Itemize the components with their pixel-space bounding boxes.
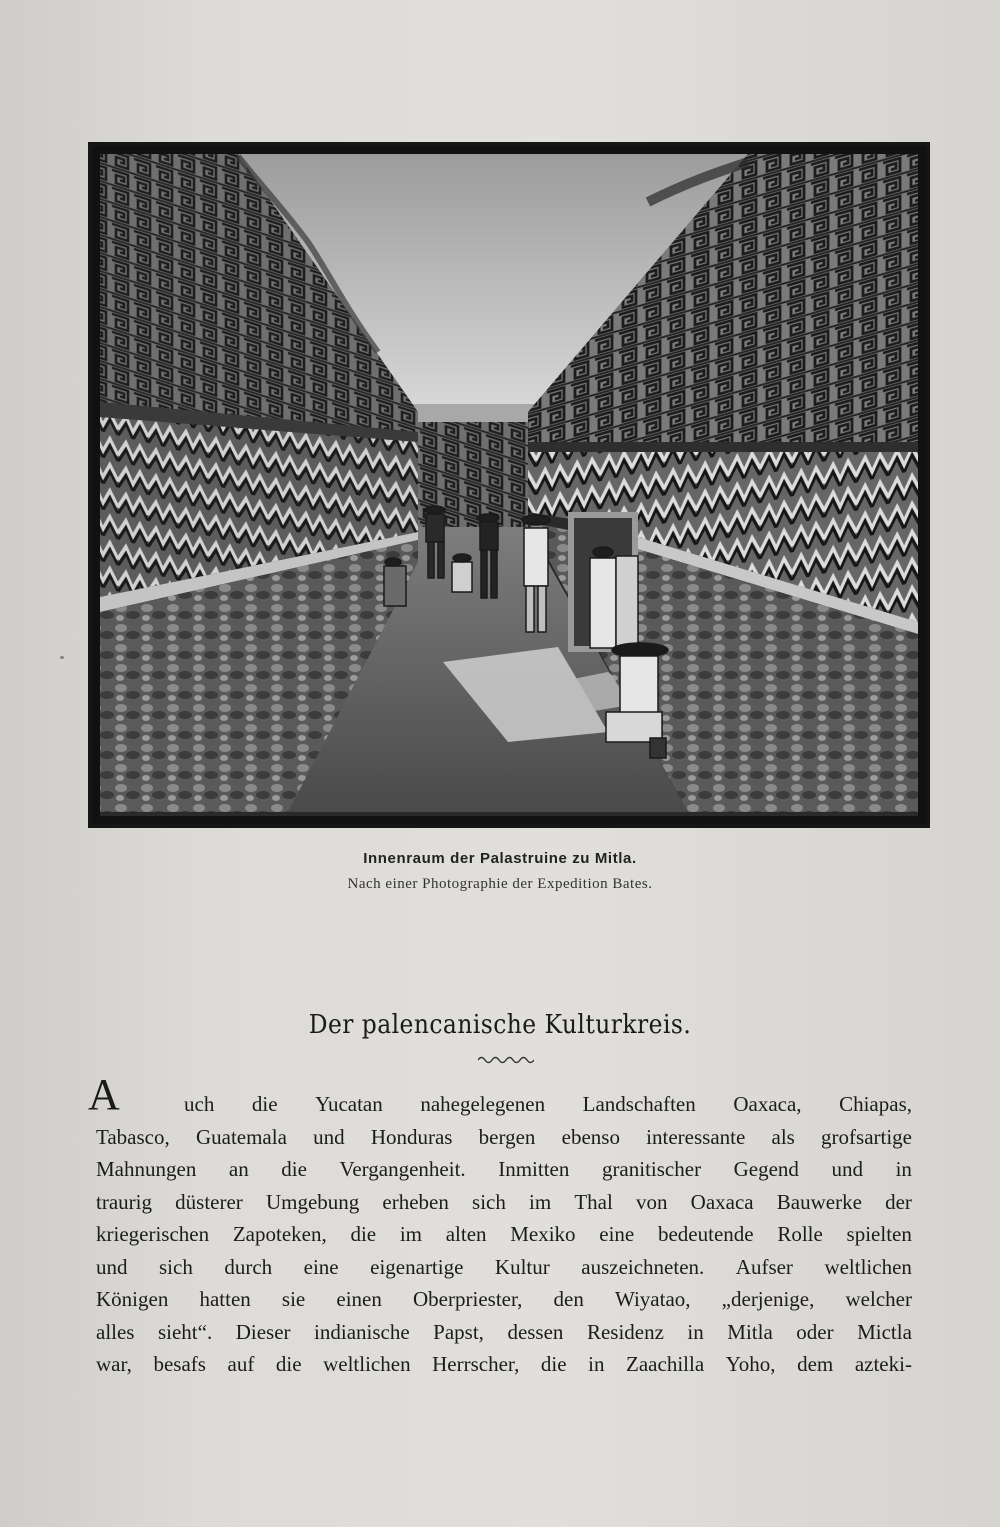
word: Bauwerke xyxy=(776,1189,862,1214)
word: einen xyxy=(336,1287,382,1311)
word: Rolle xyxy=(777,1222,823,1246)
word: bergen xyxy=(478,1124,536,1149)
word: durch xyxy=(224,1254,273,1279)
word: Tabasco, xyxy=(96,1124,170,1149)
word: Landschaften xyxy=(582,1092,696,1116)
word: als xyxy=(771,1124,795,1149)
drop-cap: A xyxy=(88,1070,120,1119)
word: traurig xyxy=(96,1189,152,1214)
word: und xyxy=(96,1254,128,1279)
word: Oberpriester, xyxy=(413,1287,523,1311)
word: erheben xyxy=(382,1189,449,1214)
word: Zapoteken, xyxy=(232,1222,327,1246)
text-line xyxy=(96,1088,912,1121)
word: Papst, xyxy=(433,1319,484,1344)
word: Guatemala xyxy=(195,1124,287,1149)
body-paragraph xyxy=(96,1088,912,1381)
word: eine xyxy=(303,1254,339,1279)
word: sie xyxy=(281,1287,306,1311)
section-heading: Der palencanische Kulturkreis. xyxy=(308,1010,692,1040)
word: Vergangenheit. xyxy=(339,1157,466,1181)
word: Mexiko xyxy=(510,1222,576,1246)
word: granitischer xyxy=(601,1157,702,1181)
word: und xyxy=(831,1157,863,1181)
word: in xyxy=(687,1319,704,1344)
word: Chiapas, xyxy=(839,1092,912,1116)
word: auf xyxy=(227,1352,255,1376)
word: Kultur xyxy=(494,1254,550,1279)
text-line xyxy=(96,1186,912,1219)
text-line xyxy=(96,1316,912,1349)
word: und xyxy=(313,1124,345,1149)
word: „derjenige, xyxy=(721,1287,815,1311)
word: eigenartige xyxy=(370,1254,464,1279)
word: war, xyxy=(96,1352,132,1376)
word: im xyxy=(529,1189,552,1214)
word: spielten xyxy=(846,1222,912,1246)
word: Inmitten xyxy=(498,1157,570,1181)
word: grofsartige xyxy=(821,1124,912,1149)
word: Mahnungen xyxy=(96,1157,197,1181)
word: Wiyatao, xyxy=(614,1287,691,1311)
word: die xyxy=(275,1352,302,1376)
text-line xyxy=(96,1218,912,1251)
word: an xyxy=(228,1157,249,1181)
word: sieht“. xyxy=(157,1319,213,1344)
word: nahegelegenen xyxy=(420,1092,546,1116)
word: kriegerischen xyxy=(96,1222,210,1246)
word: besafs xyxy=(153,1352,206,1376)
word: Honduras xyxy=(370,1124,453,1149)
figure-caption-title: Innenraum der Palastruine zu Mitla. xyxy=(363,850,637,867)
figure-caption-credit: Nach einer Photographie der Expedition Bates. xyxy=(347,876,653,892)
margin-speck xyxy=(60,656,64,659)
word: Mitla xyxy=(727,1319,773,1344)
word: dessen xyxy=(507,1319,564,1344)
word: alles xyxy=(96,1319,135,1344)
word: interessante xyxy=(646,1124,746,1149)
word: Oaxaca xyxy=(690,1189,754,1214)
word: Aufser xyxy=(735,1254,793,1279)
word: sich xyxy=(159,1254,193,1279)
photograph-plate xyxy=(88,142,930,828)
word: im xyxy=(399,1222,422,1246)
word: Dieser xyxy=(235,1319,291,1344)
word: Herrscher, xyxy=(432,1352,520,1376)
word: welcher xyxy=(845,1287,912,1311)
word: die xyxy=(350,1222,377,1246)
word: dem xyxy=(797,1352,834,1376)
wavy-divider-icon xyxy=(478,1054,534,1064)
word: Umgebung xyxy=(265,1189,360,1214)
word: der xyxy=(885,1189,912,1214)
text-line xyxy=(96,1348,912,1381)
word: eine xyxy=(599,1222,635,1246)
word: die xyxy=(281,1157,307,1181)
word: die xyxy=(251,1092,278,1116)
word: Königen xyxy=(96,1287,169,1311)
text-line xyxy=(96,1121,912,1154)
word: in xyxy=(895,1157,912,1181)
word: auszeichneten. xyxy=(581,1254,705,1279)
word: von xyxy=(636,1189,668,1214)
word: azteki- xyxy=(854,1352,912,1376)
text-line xyxy=(96,1251,912,1284)
word: uch xyxy=(184,1092,215,1116)
word: Oaxaca, xyxy=(733,1092,802,1116)
word: weltlichen xyxy=(824,1254,912,1279)
word: die xyxy=(540,1352,567,1376)
word: in xyxy=(588,1352,605,1376)
word: düsterer xyxy=(175,1189,243,1214)
word: Residenz xyxy=(586,1319,664,1344)
word: Thal xyxy=(574,1189,613,1214)
word: weltlichen xyxy=(323,1352,411,1376)
text-line xyxy=(96,1153,912,1186)
word: Yucatan xyxy=(315,1092,383,1116)
word: Yoho, xyxy=(725,1352,776,1376)
word: Zaachilla xyxy=(626,1352,705,1376)
word: Gegend xyxy=(733,1157,799,1181)
word: Mictla xyxy=(857,1319,912,1344)
word: oder xyxy=(796,1319,834,1344)
text-line xyxy=(96,1283,912,1316)
word: bedeutende xyxy=(657,1222,754,1246)
word: den xyxy=(553,1287,584,1311)
word: alten xyxy=(445,1222,487,1246)
mitla-palace-photo xyxy=(88,142,930,828)
word: sich xyxy=(472,1189,506,1214)
word: ebenso xyxy=(561,1124,620,1149)
word: indianische xyxy=(314,1319,410,1344)
word: hatten xyxy=(199,1287,251,1311)
